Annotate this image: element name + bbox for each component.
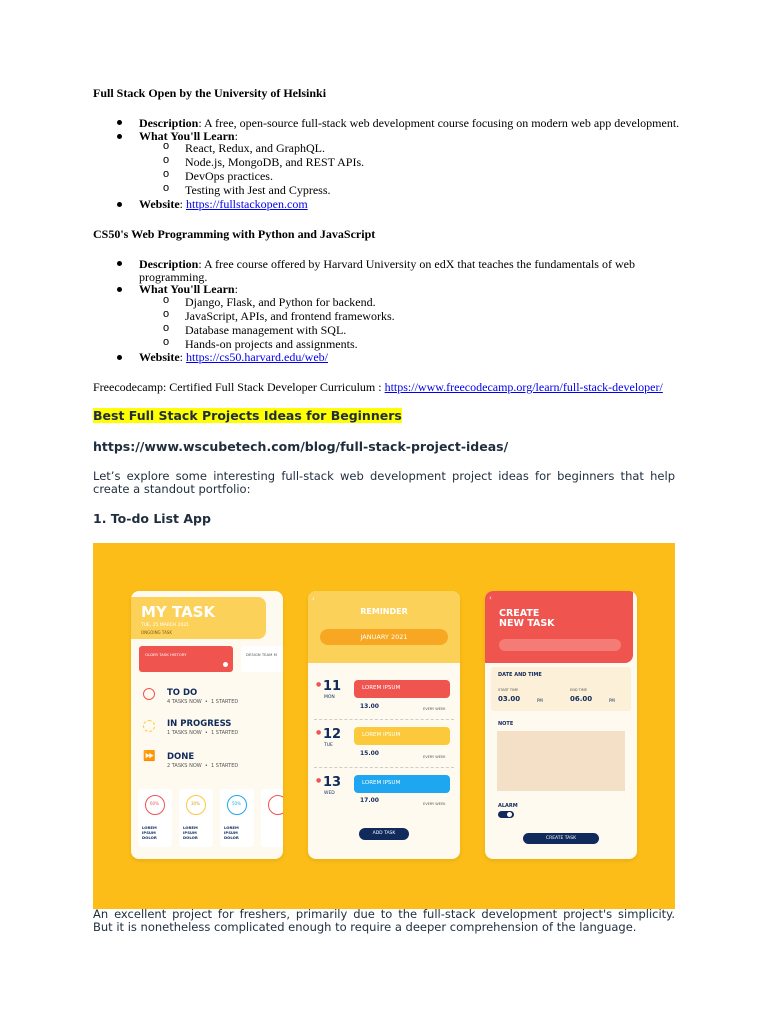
description-text: : A free, open-source full-stack web development course focusing on modern web app development. bbox=[198, 116, 680, 130]
todo-app-illustration bbox=[93, 543, 675, 909]
month-label: JANUARY 2021 bbox=[360, 633, 408, 641]
sub-bullet-marker: o bbox=[163, 140, 170, 152]
cs50-link[interactable]: https://cs50.harvard.edu/web/ bbox=[186, 350, 328, 364]
note-textarea[interactable] bbox=[497, 731, 625, 791]
mini-card[interactable] bbox=[179, 789, 213, 847]
projects-heading bbox=[93, 408, 402, 424]
phone-my-task bbox=[131, 591, 283, 859]
mini-card-pct: 30% bbox=[191, 801, 200, 806]
website-label: Website bbox=[139, 197, 180, 211]
toggle-knob bbox=[507, 812, 512, 817]
fullstackopen-link[interactable]: https://fullstackopen.com bbox=[186, 197, 308, 211]
back-icon[interactable]: ‹ bbox=[312, 595, 315, 603]
reminder-card[interactable] bbox=[354, 775, 450, 793]
mini-card-partial bbox=[261, 789, 283, 847]
in-progress-meta: 1 TASKS NOW • 1 STARTED bbox=[167, 730, 239, 736]
done-title: DONE bbox=[167, 752, 195, 762]
reminder-card-label: LOREM IPSUM bbox=[362, 685, 401, 691]
older-task-label: OLDER TASK HISTORY bbox=[145, 652, 187, 657]
divider bbox=[314, 719, 454, 720]
sub-bullet-marker: o bbox=[163, 336, 170, 348]
section-heading-fullstackopen: Full Stack Open by the University of Helsinki bbox=[93, 86, 327, 100]
freecodecamp-line bbox=[93, 380, 663, 394]
day-number: 11 bbox=[323, 679, 342, 694]
learn-item: Node.js, MongoDB, and REST APIs. bbox=[185, 155, 365, 169]
bullet-marker bbox=[117, 202, 122, 207]
clock-icon bbox=[143, 688, 155, 700]
learn-label: What You'll Learn bbox=[139, 129, 235, 143]
learn-line bbox=[139, 282, 238, 296]
bullet-marker bbox=[117, 120, 122, 125]
learn-item: JavaScript, APIs, and frontend frameworks. bbox=[185, 309, 395, 323]
fast-forward-icon: ⏩ bbox=[143, 751, 156, 762]
reminder-time: 17.00 bbox=[360, 797, 379, 804]
bullet-marker bbox=[117, 355, 122, 360]
my-task-date: TUE, 25 MARCH 2021 bbox=[141, 623, 190, 628]
task-name-input[interactable] bbox=[499, 639, 621, 651]
description-label: Description bbox=[139, 116, 199, 130]
description-line bbox=[139, 257, 635, 271]
todo-meta: 4 TASKS NOW • 1 STARTED bbox=[167, 699, 239, 705]
mini-card[interactable] bbox=[220, 789, 254, 847]
my-task-title: MY TASK bbox=[141, 603, 216, 621]
learn-item: Django, Flask, and Python for backend. bbox=[185, 295, 376, 309]
done-started: 1 STARTED bbox=[211, 763, 239, 769]
month-pill[interactable] bbox=[320, 629, 448, 645]
phone-reminder bbox=[308, 591, 460, 859]
description-line bbox=[139, 116, 679, 130]
design-team-card[interactable] bbox=[241, 646, 283, 672]
design-team-label: DESIGN TEAM M bbox=[246, 652, 277, 657]
start-time-value[interactable]: 03.00 bbox=[498, 695, 521, 703]
intro-line-2: create a standout portfolio: bbox=[93, 482, 251, 496]
create-task-label: CREATE TASK bbox=[545, 835, 577, 841]
sub-bullet-marker: o bbox=[163, 154, 170, 166]
sub-bullet-marker: o bbox=[163, 182, 170, 194]
day-number: 13 bbox=[323, 775, 342, 790]
reminder-header bbox=[308, 591, 460, 663]
description-label: Description bbox=[139, 257, 199, 271]
mini-card-label: LOREM IPSUM DOLOR bbox=[183, 825, 198, 840]
day-number: 12 bbox=[323, 727, 342, 742]
reminder-card[interactable] bbox=[354, 727, 450, 745]
reminder-card-label: LOREM IPSUM bbox=[362, 780, 401, 786]
divider bbox=[314, 767, 454, 768]
mini-card-label: LOREM IPSUM DOLOR bbox=[142, 825, 157, 840]
website-label: Website bbox=[139, 350, 180, 364]
todo-tasks: 4 TASKS NOW bbox=[167, 699, 202, 705]
phone-create-task bbox=[485, 591, 637, 859]
sub-bullet-marker: o bbox=[163, 168, 170, 180]
add-task-label: ADD TASK bbox=[372, 831, 396, 836]
day-dow: MON bbox=[324, 695, 335, 700]
learn-label: What You'll Learn bbox=[139, 282, 235, 296]
section-heading-cs50: CS50's Web Programming with Python and JavaScript bbox=[93, 227, 376, 241]
freecodecamp-link[interactable]: https://www.freecodecamp.org/learn/full-stack-developer/ bbox=[384, 380, 663, 394]
description-text: : A free course offered by Harvard University on edX that teaches the fundamentals of web bbox=[198, 257, 635, 271]
done-tasks: 2 TASKS NOW bbox=[167, 763, 202, 769]
in-progress-started: 1 STARTED bbox=[211, 730, 239, 736]
learn-item: React, Redux, and GraphQL. bbox=[185, 141, 325, 155]
intro-line-1: Let’s explore some interesting full-stack web development project ideas for beginners that help bbox=[93, 469, 675, 483]
learn-item: Database management with SQL. bbox=[185, 323, 347, 337]
mini-card[interactable] bbox=[138, 789, 172, 847]
reminder-time: 15.00 bbox=[360, 750, 379, 757]
bullet-marker bbox=[117, 134, 122, 139]
website-colon: : bbox=[179, 197, 187, 211]
older-task-card[interactable] bbox=[139, 646, 233, 672]
arrow-icon bbox=[223, 662, 228, 667]
reminder-sub: EVERY WEEK bbox=[423, 707, 446, 711]
create-task-title bbox=[499, 609, 555, 629]
in-progress-title: IN PROGRESS bbox=[167, 719, 232, 729]
bullet-marker bbox=[117, 261, 122, 266]
reminder-sub: EVERY WEEK bbox=[423, 755, 446, 759]
mini-card-pct: 50% bbox=[232, 801, 241, 806]
reminder-title: REMINDER bbox=[360, 607, 408, 616]
progress-icon bbox=[143, 720, 155, 732]
projects-heading-text: Best Full Stack Projects Ideas for Beginners bbox=[93, 408, 402, 423]
create-title-line2: NEW TASK bbox=[499, 618, 555, 629]
todo-started: 1 STARTED bbox=[211, 699, 239, 705]
create-title-line1: CREATE bbox=[499, 608, 540, 619]
dot-icon: ● bbox=[316, 681, 322, 688]
learn-colon: : bbox=[234, 129, 238, 143]
sub-bullet-marker: o bbox=[163, 308, 170, 320]
website-colon: : bbox=[179, 350, 187, 364]
website-line bbox=[139, 197, 308, 211]
reminder-card[interactable] bbox=[354, 680, 450, 698]
my-task-sub: ONGOING TASK bbox=[141, 630, 172, 635]
todo-title: TO DO bbox=[167, 688, 198, 698]
learn-item: Testing with Jest and Cypress. bbox=[185, 183, 331, 197]
start-time-label: START TIME bbox=[498, 688, 519, 692]
dot-icon: ● bbox=[316, 777, 322, 784]
create-task-button[interactable] bbox=[523, 833, 599, 844]
mini-card-label: LOREM IPSUM DOLOR bbox=[224, 825, 239, 840]
note-label: NOTE bbox=[498, 721, 514, 727]
caption-line-2: But it is nonetheless complicated enough to require a deeper comprehension of the language. bbox=[93, 920, 637, 934]
learn-item: DevOps practices. bbox=[185, 169, 273, 183]
end-time-value[interactable]: 06.00 bbox=[570, 695, 593, 703]
freecodecamp-text: Freecodecamp: Certified Full Stack Developer Curriculum : bbox=[93, 380, 385, 394]
mini-card-pct: 60% bbox=[150, 801, 159, 806]
dot-icon: ● bbox=[316, 729, 322, 736]
start-ampm: PM bbox=[537, 698, 543, 703]
add-task-button[interactable] bbox=[359, 828, 409, 840]
projects-url[interactable]: https://www.wscubetech.com/blog/full-stack-project-ideas/ bbox=[93, 439, 509, 454]
reminder-time: 13.00 bbox=[360, 703, 379, 710]
end-ampm: PM bbox=[609, 698, 615, 703]
day-dow: WED bbox=[324, 791, 335, 796]
back-icon[interactable]: ‹ bbox=[489, 594, 492, 602]
reminder-sub: EVERY WEEK bbox=[423, 802, 446, 806]
done-meta: 2 TASKS NOW • 1 STARTED bbox=[167, 763, 239, 769]
learn-item: Hands-on projects and assignments. bbox=[185, 337, 358, 351]
end-time-label: END TIME bbox=[570, 688, 588, 692]
description-text-cont: programming. bbox=[139, 270, 208, 284]
sub-bullet-marker: o bbox=[163, 294, 170, 306]
alarm-label: ALARM bbox=[498, 803, 518, 809]
website-line bbox=[139, 350, 328, 364]
day-dow: TUE bbox=[324, 743, 333, 748]
sub-bullet-marker: o bbox=[163, 322, 170, 334]
progress-ring-icon bbox=[268, 795, 283, 815]
alarm-toggle[interactable] bbox=[498, 811, 514, 818]
caption-line-1: An excellent project for freshers, primarily due to the full-stack development project's simplicity. bbox=[93, 907, 675, 921]
project-item-title: 1. To-do List App bbox=[93, 511, 211, 526]
bullet-marker bbox=[117, 287, 122, 292]
learn-colon: : bbox=[234, 282, 238, 296]
in-progress-tasks: 1 TASKS NOW bbox=[167, 730, 202, 736]
reminder-card-label: LOREM IPSUM bbox=[362, 732, 401, 738]
date-time-label: DATE AND TIME bbox=[498, 672, 542, 678]
